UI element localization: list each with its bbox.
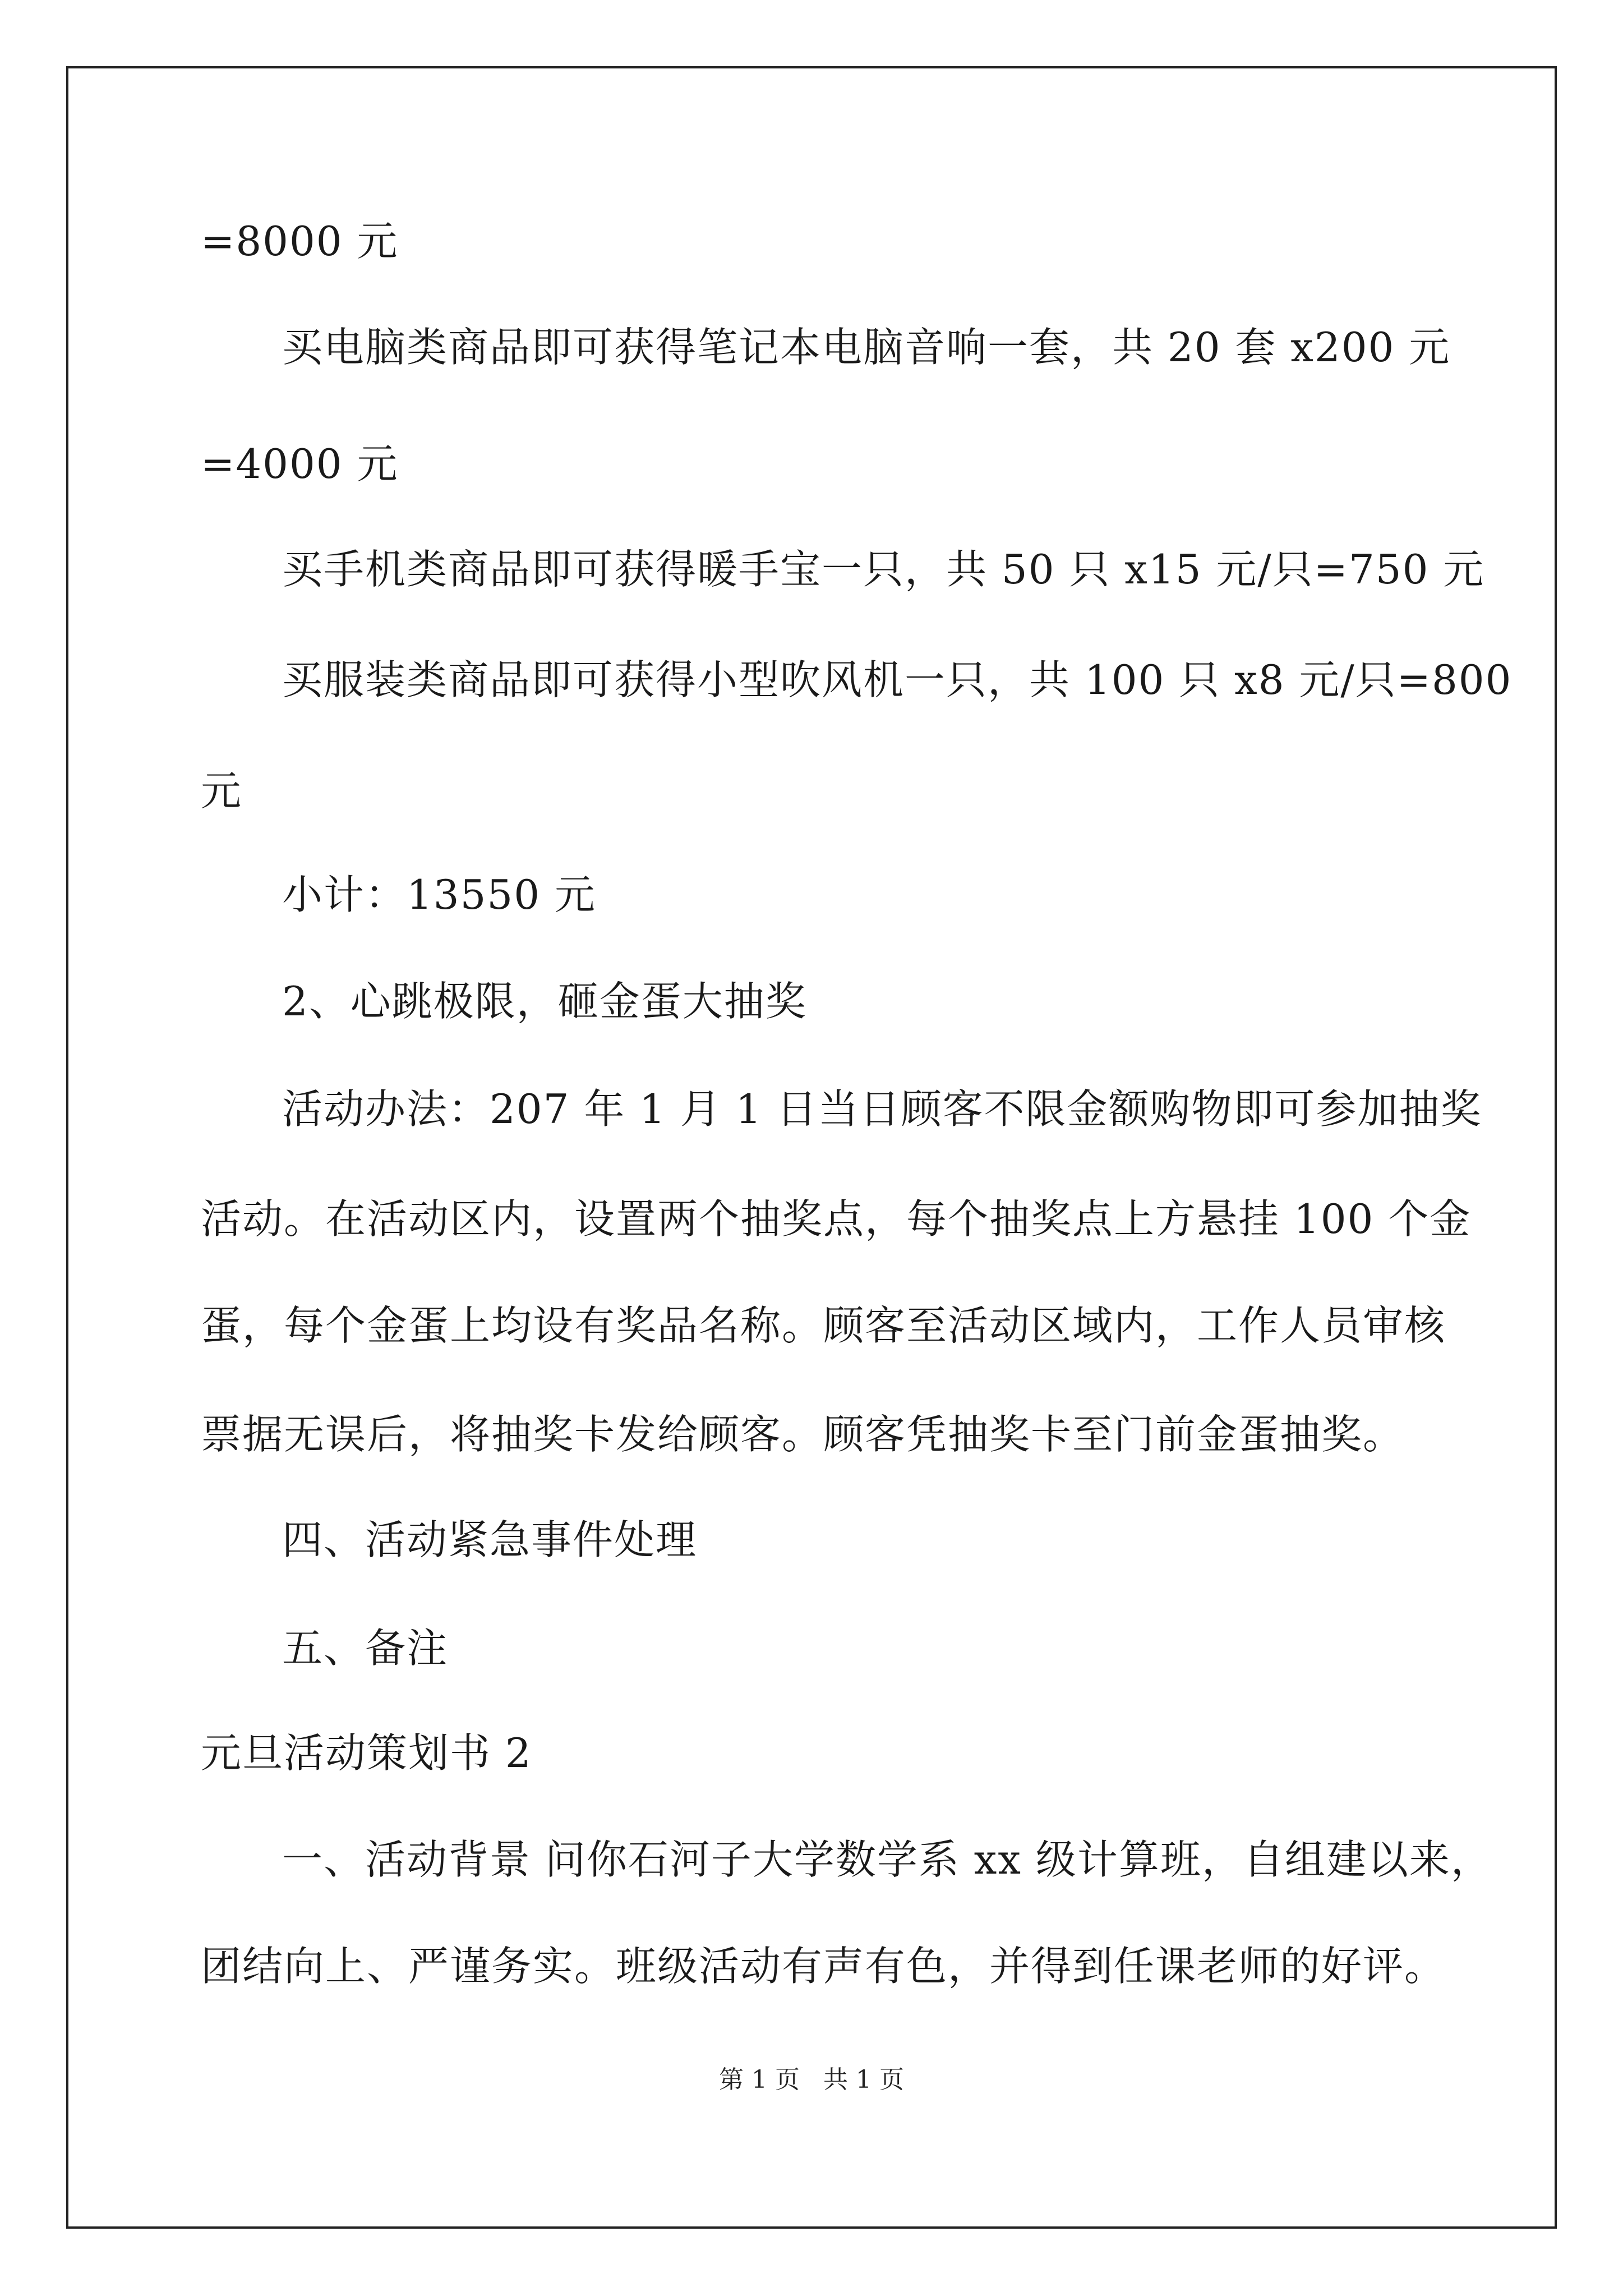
text-line: 买服装类商品即可获得小型吹风机一只，共 100 只 x8 元/只=800 bbox=[282, 656, 1513, 703]
section-heading: 2、心跳极限，砸金蛋大抽奖 bbox=[282, 978, 807, 1025]
text-line: 活动办法：207 年 1 月 1 日当日顾客不限金额购物即可参加抽奖 bbox=[282, 1085, 1482, 1133]
text-line: 活动。在活动区内，设置两个抽奖点，每个抽奖点上方悬挂 100 个金 bbox=[201, 1195, 1472, 1243]
text-line: 买电脑类商品即可获得笔记本电脑音响一套，共 20 套 x200 元 bbox=[282, 324, 1451, 371]
text-line: 蛋，每个金蛋上均设有奖品名称。顾客至活动区域内，工作人员审核 bbox=[201, 1302, 1446, 1349]
page-number: 第 1 页 bbox=[719, 2065, 800, 2094]
text-line: 买手机类商品即可获得暖手宝一只，共 50 只 x15 元/只=750 元 bbox=[282, 546, 1485, 593]
document-title: 元旦活动策划书 2 bbox=[201, 1729, 532, 1777]
text-line: =8000 元 bbox=[201, 218, 399, 265]
section-heading: 五、备注 bbox=[282, 1625, 449, 1672]
text-line: =4000 元 bbox=[201, 440, 399, 487]
page-total: 共 1 页 bbox=[823, 2065, 904, 2094]
text-line: 一、活动背景 问你石河子大学数学系 xx 级计算班，自组建以来， bbox=[282, 1836, 1492, 1883]
page-footer bbox=[0, 2064, 1623, 2096]
text-line: 元 bbox=[201, 767, 243, 815]
page-border bbox=[66, 66, 1557, 2229]
section-heading: 四、活动紧急事件处理 bbox=[282, 1516, 698, 1563]
subtotal-line: 小计：13550 元 bbox=[282, 871, 596, 918]
text-line: 团结向上、严谨务实。班级活动有声有色，并得到任课老师的好评。 bbox=[201, 1943, 1446, 1990]
text-line: 票据无误后，将抽奖卡发给顾客。顾客凭抽奖卡至门前金蛋抽奖。 bbox=[201, 1411, 1405, 1458]
